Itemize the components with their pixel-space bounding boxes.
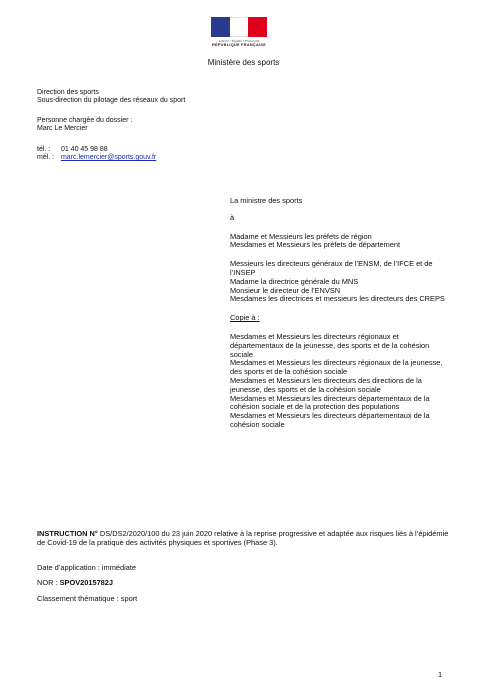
french-flag-icon [211, 17, 267, 37]
sender-minister: La ministre des sports [230, 196, 303, 205]
contact-name: Marc Le Mercier [37, 125, 88, 133]
phone-number: 01 40 45 98 88 [60, 146, 108, 153]
nor-value: SPOV2015782J [59, 578, 114, 587]
recipient-line: Monsieur le directeur de l’ENVSN [230, 285, 341, 295]
copy-to-label: Copie à : [230, 313, 260, 323]
email-line [37, 154, 156, 162]
application-date: Date d’application : immédiate [37, 563, 137, 572]
copy-recipient-line: Mesdames et Messieurs les directeurs régionaux et départementaux de la jeunesse, des sports et de la cohésion sociale [230, 331, 430, 359]
republique-francaise-logo [209, 17, 269, 47]
recipient-line: Madame la directrice générale du MNS [230, 276, 359, 286]
subdirection-line: Sous-direction du pilotage des réseaux du sport [37, 97, 186, 105]
recipients-block [230, 197, 450, 430]
instruction-number-label: INSTRUCTION N° [37, 529, 98, 538]
copy-recipient-line: Mesdames et Messieurs les directeurs départementaux de la cohésion sociale et de la protection des populations [230, 393, 430, 412]
recipient-line: Messieurs les directeurs généraux de l’ENSM, de l’IFCE et de l’INSEP [230, 259, 433, 277]
email-label: mél. : [37, 154, 55, 162]
sender-block [37, 89, 185, 105]
to-marker: à [230, 212, 235, 222]
recipient-line: Madame et Messieurs les préfets de région [230, 231, 372, 241]
logo-motto: Liberté • Égalité • Fraternité [218, 39, 260, 43]
instruction-title [37, 529, 452, 547]
ministry-title: Ministère des sports [207, 58, 280, 67]
recipient-line: Mesdames les directrices et messieurs les directeurs des CREPS [230, 294, 445, 304]
recipient-line: Mesdames et Messieurs les préfets de département [230, 240, 401, 250]
phone-label: tél. : [37, 146, 51, 153]
copy-recipient-line: Mesdames et Messieurs les directeurs régionaux de la jeunesse, des sports et de la cohésion sociale [230, 358, 443, 377]
thematic-classification: Classement thématique : sport [37, 594, 138, 603]
page-number: 1 [438, 670, 443, 679]
direction-line: Direction des sports [37, 89, 99, 96]
phone-line [37, 146, 156, 154]
copy-recipient-line: Mesdames et Messieurs les directeurs départementaux de la cohésion sociale [230, 411, 430, 429]
nor-line [37, 578, 113, 587]
contact-details [37, 146, 156, 162]
contact-block [37, 117, 132, 133]
logo-republic-name: RÉPUBLIQUE FRANÇAISE [211, 43, 267, 47]
copy-recipient-line: Mesdames et Messieurs les directeurs des directions de la jeunesse, des sports et de la cohésion sociale [230, 375, 422, 394]
contact-label: Personne chargée du dossier : [37, 117, 133, 124]
email-link[interactable]: marc.lemercier@sports.gouv.fr [60, 154, 157, 162]
instruction-text: DS/DS2/2020/100 du 23 juin 2020 relative à la reprise progressive et adaptée aux risques liés à l’épidémie de Covid-19 de la pratique des activités physiques et sportives (Phase 3). [37, 529, 449, 547]
nor-label: NOR : [37, 578, 60, 587]
